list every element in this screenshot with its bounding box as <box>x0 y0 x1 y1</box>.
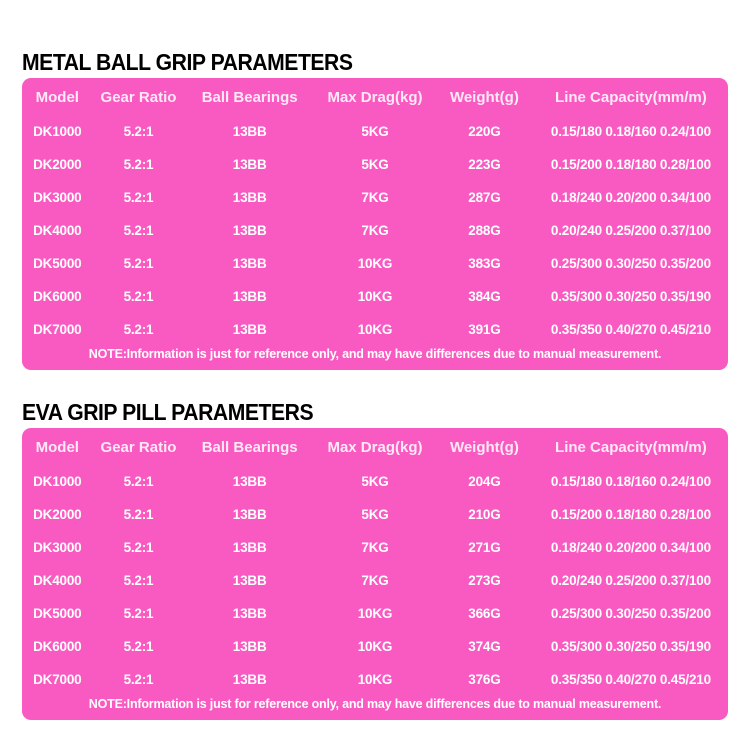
table-cell: 0.35/350 0.40/270 0.45/210 <box>550 672 711 687</box>
table-cell: 0.15/200 0.18/180 0.28/100 <box>550 507 711 522</box>
table-cell: DK1000 <box>33 124 82 139</box>
table-cell: 7KG <box>361 540 389 555</box>
column-header-ball-bearings: Ball Bearings <box>201 438 298 456</box>
table-row <box>22 148 728 181</box>
column-header-weight: Weight(g) <box>449 88 519 106</box>
table-row <box>22 280 728 313</box>
table-cell: 0.18/240 0.20/200 0.34/100 <box>550 190 711 205</box>
table-cell: 210G <box>468 507 501 522</box>
table-row <box>22 115 728 148</box>
table-cell: 204G <box>468 474 501 489</box>
table-cell: 13BB <box>232 223 267 238</box>
table-cell: 13BB <box>232 507 267 522</box>
table-cell: 273G <box>468 573 501 588</box>
column-header-model: Model <box>35 88 79 106</box>
table-cell: 384G <box>468 289 501 304</box>
table-cell: DK1000 <box>33 474 82 489</box>
table-cell: DK6000 <box>33 639 82 654</box>
table-row <box>22 181 728 214</box>
table-cell: 13BB <box>232 474 267 489</box>
table-cell: DK5000 <box>33 256 82 271</box>
table-row <box>22 663 728 696</box>
table-cell: 0.35/300 0.30/250 0.35/190 <box>550 639 711 654</box>
table-cell: 5.2:1 <box>123 540 154 555</box>
table-note: NOTE:Information is just for reference only, and may have differences due to manual measurement. <box>88 697 662 711</box>
column-header-max-drag: Max Drag(kg) <box>327 88 423 106</box>
table-row <box>22 214 728 247</box>
table-cell: DK7000 <box>33 672 82 687</box>
table-cell: 0.35/350 0.40/270 0.45/210 <box>550 322 711 337</box>
table-cell: 0.25/300 0.30/250 0.35/200 <box>550 256 711 271</box>
table-row <box>22 531 728 564</box>
table-cell: 10KG <box>357 639 393 654</box>
metal-ball-grip-table <box>22 78 728 370</box>
table-cell: 13BB <box>232 606 267 621</box>
table-cell: 10KG <box>357 289 393 304</box>
eva-grip-pill-section <box>22 400 728 720</box>
table-cell: 13BB <box>232 672 267 687</box>
table-cell: 5.2:1 <box>123 507 154 522</box>
table-cell: DK2000 <box>33 507 82 522</box>
table-cell: 0.15/180 0.18/160 0.24/100 <box>550 474 711 489</box>
table-cell: DK7000 <box>33 322 82 337</box>
column-header-gear-ratio: Gear Ratio <box>100 438 177 456</box>
table-cell: 287G <box>468 190 501 205</box>
table-cell: 10KG <box>357 672 393 687</box>
table-cell: 13BB <box>232 190 267 205</box>
table-cell: 0.18/240 0.20/200 0.34/100 <box>550 540 711 555</box>
table-cell: DK4000 <box>33 573 82 588</box>
table-cell: 7KG <box>361 573 389 588</box>
table-cell: 374G <box>468 639 501 654</box>
table-cell: 13BB <box>232 573 267 588</box>
table-cell: 13BB <box>232 289 267 304</box>
table-cell: 0.25/300 0.30/250 0.35/200 <box>550 606 711 621</box>
table-cell: 10KG <box>357 256 393 271</box>
table-cell: DK3000 <box>33 540 82 555</box>
table-row <box>22 597 728 630</box>
table-cell: 7KG <box>361 223 389 238</box>
section-title-metal-ball-grip: METAL BALL GRIP PARAMETERS <box>22 49 353 75</box>
table-cell: 5.2:1 <box>123 672 154 687</box>
table-cell: 10KG <box>357 322 393 337</box>
table-cell: 13BB <box>232 322 267 337</box>
table-header-row <box>22 79 728 115</box>
metal-ball-grip-section <box>22 50 728 370</box>
table-cell: 5KG <box>361 157 389 172</box>
table-cell: 383G <box>468 256 501 271</box>
table-cell: 5.2:1 <box>123 190 154 205</box>
table-row <box>22 247 728 280</box>
table-cell: 7KG <box>361 190 389 205</box>
table-cell: 220G <box>468 124 501 139</box>
table-row <box>22 498 728 531</box>
table-cell: 5.2:1 <box>123 223 154 238</box>
table-cell: 5KG <box>361 474 389 489</box>
table-cell: DK6000 <box>33 289 82 304</box>
table-cell: 13BB <box>232 157 267 172</box>
table-cell: 5.2:1 <box>123 573 154 588</box>
table-cell: 13BB <box>232 639 267 654</box>
table-cell: 0.15/180 0.18/160 0.24/100 <box>550 124 711 139</box>
table-cell: 0.15/200 0.18/180 0.28/100 <box>550 157 711 172</box>
column-header-ball-bearings: Ball Bearings <box>201 88 298 106</box>
table-row <box>22 564 728 597</box>
table-cell: 5.2:1 <box>123 157 154 172</box>
table-cell: DK5000 <box>33 606 82 621</box>
table-header-row <box>22 429 728 465</box>
table-cell: 391G <box>468 322 501 337</box>
table-row <box>22 630 728 663</box>
table-note: NOTE:Information is just for reference only, and may have differences due to manual measurement. <box>88 347 662 361</box>
table-cell: 5.2:1 <box>123 322 154 337</box>
table-cell: 5KG <box>361 507 389 522</box>
table-cell: 5.2:1 <box>123 289 154 304</box>
table-cell: 13BB <box>232 540 267 555</box>
table-row <box>22 465 728 498</box>
column-header-model: Model <box>35 438 79 456</box>
table-cell: 5.2:1 <box>123 639 154 654</box>
column-header-max-drag: Max Drag(kg) <box>327 438 423 456</box>
table-row <box>22 313 728 346</box>
table-cell: 5.2:1 <box>123 256 154 271</box>
table-cell: DK3000 <box>33 190 82 205</box>
column-header-gear-ratio: Gear Ratio <box>100 88 177 106</box>
table-cell: 0.20/240 0.25/200 0.37/100 <box>550 573 711 588</box>
table-cell: 13BB <box>232 256 267 271</box>
table-cell: 5.2:1 <box>123 474 154 489</box>
table-cell: 288G <box>468 223 501 238</box>
table-cell: 271G <box>468 540 501 555</box>
table-cell: 5.2:1 <box>123 124 154 139</box>
table-cell: 5.2:1 <box>123 606 154 621</box>
table-cell: DK2000 <box>33 157 82 172</box>
table-cell: 366G <box>468 606 501 621</box>
table-cell: 5KG <box>361 124 389 139</box>
table-cell: 376G <box>468 672 501 687</box>
column-header-line-capacity: Line Capacity(mm/m) <box>555 88 707 106</box>
column-header-line-capacity: Line Capacity(mm/m) <box>555 438 707 456</box>
table-cell: 0.35/300 0.30/250 0.35/190 <box>550 289 711 304</box>
eva-grip-pill-table <box>22 428 728 720</box>
table-cell: 223G <box>468 157 501 172</box>
table-cell: 10KG <box>357 606 393 621</box>
table-cell: 13BB <box>232 124 267 139</box>
column-header-weight: Weight(g) <box>449 438 519 456</box>
table-cell: DK4000 <box>33 223 82 238</box>
section-title-eva-grip-pill: EVA GRIP PILL PARAMETERS <box>22 399 314 425</box>
table-cell: 0.20/240 0.25/200 0.37/100 <box>550 223 711 238</box>
